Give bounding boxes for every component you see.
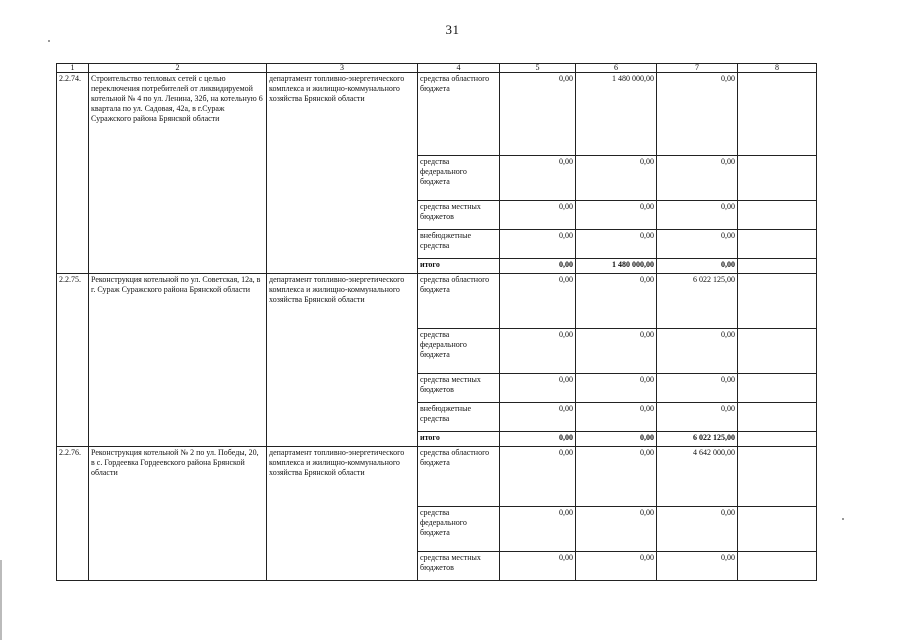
value-col-8 — [738, 552, 817, 581]
project-code — [57, 374, 89, 403]
project-name — [89, 329, 267, 374]
value-col-5: 0,00 — [500, 329, 576, 374]
project-name — [89, 259, 267, 274]
project-name: Строительство тепловых сетей с целью переключения потребителей от ликвидируемой котельной № 4 по ул. Ленина, 32б, на котельную 6 квартала по ул. Садовая, 42а, в г.Сураж Суражского района Брянской области — [89, 73, 267, 156]
value-col-8 — [738, 274, 817, 329]
value-col-8 — [738, 507, 817, 552]
value-col-6: 0,00 — [576, 432, 657, 447]
table-row — [57, 329, 817, 374]
value-col-7: 6 022 125,00 — [657, 432, 738, 447]
value-col-8 — [738, 403, 817, 432]
value-col-8 — [738, 374, 817, 403]
value-col-5: 0,00 — [500, 230, 576, 259]
value-col-7: 0,00 — [657, 552, 738, 581]
project-department — [267, 201, 418, 230]
funding-source: средства местных бюджетов — [418, 201, 500, 230]
value-col-7: 0,00 — [657, 201, 738, 230]
project-name — [89, 432, 267, 447]
header-cell-5: 5 — [500, 64, 576, 73]
project-department — [267, 259, 418, 274]
table-row — [57, 201, 817, 230]
project-code: 2.2.75. — [57, 274, 89, 329]
project-code — [57, 552, 89, 581]
scan-speck — [48, 40, 50, 42]
header-cell-8: 8 — [738, 64, 817, 73]
value-col-5: 0,00 — [500, 507, 576, 552]
value-col-5: 0,00 — [500, 274, 576, 329]
project-department: департамент топливно-энергетического комплекса и жилищно-коммунального хозяйства Брянской области — [267, 274, 418, 329]
funding-source: средства федерального бюджета — [418, 156, 500, 201]
value-col-5: 0,00 — [500, 156, 576, 201]
value-col-6: 0,00 — [576, 552, 657, 581]
value-col-6: 0,00 — [576, 201, 657, 230]
project-department — [267, 329, 418, 374]
funding-source: итого — [418, 432, 500, 447]
value-col-5: 0,00 — [500, 447, 576, 507]
funding-source: внебюджетные средства — [418, 230, 500, 259]
project-code: 2.2.76. — [57, 447, 89, 507]
table-body — [57, 64, 817, 581]
header-cell-4: 4 — [418, 64, 500, 73]
table-row — [57, 230, 817, 259]
project-name — [89, 374, 267, 403]
value-col-5: 0,00 — [500, 73, 576, 156]
funding-source: внебюджетные средства — [418, 403, 500, 432]
page-number: 31 — [445, 22, 460, 37]
header-row — [57, 64, 817, 73]
value-col-7: 4 642 000,00 — [657, 447, 738, 507]
project-code — [57, 201, 89, 230]
value-col-6: 0,00 — [576, 403, 657, 432]
value-col-6: 1 480 000,00 — [576, 73, 657, 156]
table-row — [57, 447, 817, 507]
header-cell-2: 2 — [89, 64, 267, 73]
value-col-8 — [738, 201, 817, 230]
project-name — [89, 552, 267, 581]
value-col-7: 0,00 — [657, 329, 738, 374]
project-code — [57, 432, 89, 447]
header-cell-6: 6 — [576, 64, 657, 73]
value-col-8 — [738, 259, 817, 274]
value-col-5: 0,00 — [500, 552, 576, 581]
value-col-7: 0,00 — [657, 403, 738, 432]
value-col-7: 0,00 — [657, 374, 738, 403]
value-col-5: 0,00 — [500, 432, 576, 447]
header-cell-1: 1 — [57, 64, 89, 73]
project-name: Реконструкция котельной по ул. Советская, 12а, в г. Сураж Суражского района Брянской области — [89, 274, 267, 329]
project-name — [89, 156, 267, 201]
funding-source: средства местных бюджетов — [418, 552, 500, 581]
project-department — [267, 156, 418, 201]
total-row — [57, 432, 817, 447]
project-name: Реконструкция котельной № 2 по ул. Победы, 20, в с. Гордеевка Гордеевского района Брянской области — [89, 447, 267, 507]
project-code — [57, 403, 89, 432]
funding-source: средства областного бюджета — [418, 274, 500, 329]
project-name — [89, 507, 267, 552]
project-department: департамент топливно-энергетического комплекса и жилищно-коммунального хозяйства Брянской области — [267, 73, 418, 156]
value-col-8 — [738, 73, 817, 156]
table-row — [57, 403, 817, 432]
value-col-7: 0,00 — [657, 230, 738, 259]
funding-source: средства федерального бюджета — [418, 329, 500, 374]
project-department — [267, 432, 418, 447]
project-name — [89, 201, 267, 230]
project-name — [89, 403, 267, 432]
value-col-6: 0,00 — [576, 329, 657, 374]
value-col-6: 0,00 — [576, 274, 657, 329]
value-col-7: 0,00 — [657, 507, 738, 552]
value-col-6: 0,00 — [576, 156, 657, 201]
value-col-8 — [738, 447, 817, 507]
project-code — [57, 507, 89, 552]
funding-source: средства областного бюджета — [418, 73, 500, 156]
funding-source: средства федерального бюджета — [418, 507, 500, 552]
table-row — [57, 374, 817, 403]
funding-source: средства областного бюджета — [418, 447, 500, 507]
value-col-7: 6 022 125,00 — [657, 274, 738, 329]
value-col-7: 0,00 — [657, 73, 738, 156]
value-col-7: 0,00 — [657, 259, 738, 274]
value-col-6: 0,00 — [576, 230, 657, 259]
project-department — [267, 507, 418, 552]
value-col-5: 0,00 — [500, 259, 576, 274]
total-row — [57, 259, 817, 274]
project-code — [57, 230, 89, 259]
table-row — [57, 73, 817, 156]
funding-source: итого — [418, 259, 500, 274]
project-code — [57, 329, 89, 374]
value-col-6: 0,00 — [576, 374, 657, 403]
table-row — [57, 156, 817, 201]
table-row — [57, 507, 817, 552]
value-col-6: 1 480 000,00 — [576, 259, 657, 274]
project-department — [267, 230, 418, 259]
value-col-6: 0,00 — [576, 507, 657, 552]
table-row — [57, 274, 817, 329]
project-department — [267, 403, 418, 432]
scan-edge-mark — [0, 560, 2, 640]
project-department — [267, 374, 418, 403]
project-department: департамент топливно-энергетического комплекса и жилищно-коммунального хозяйства Брянской области — [267, 447, 418, 507]
value-col-7: 0,00 — [657, 156, 738, 201]
value-col-8 — [738, 329, 817, 374]
project-code — [57, 259, 89, 274]
value-col-8 — [738, 230, 817, 259]
scan-speck — [842, 518, 844, 520]
value-col-5: 0,00 — [500, 201, 576, 230]
value-col-5: 0,00 — [500, 403, 576, 432]
budget-table — [56, 63, 817, 581]
project-name — [89, 230, 267, 259]
value-col-5: 0,00 — [500, 374, 576, 403]
value-col-8 — [738, 432, 817, 447]
funding-source: средства местных бюджетов — [418, 374, 500, 403]
project-department — [267, 552, 418, 581]
project-code — [57, 156, 89, 201]
value-col-6: 0,00 — [576, 447, 657, 507]
header-cell-3: 3 — [267, 64, 418, 73]
table-row — [57, 552, 817, 581]
header-cell-7: 7 — [657, 64, 738, 73]
value-col-8 — [738, 156, 817, 201]
project-code: 2.2.74. — [57, 73, 89, 156]
